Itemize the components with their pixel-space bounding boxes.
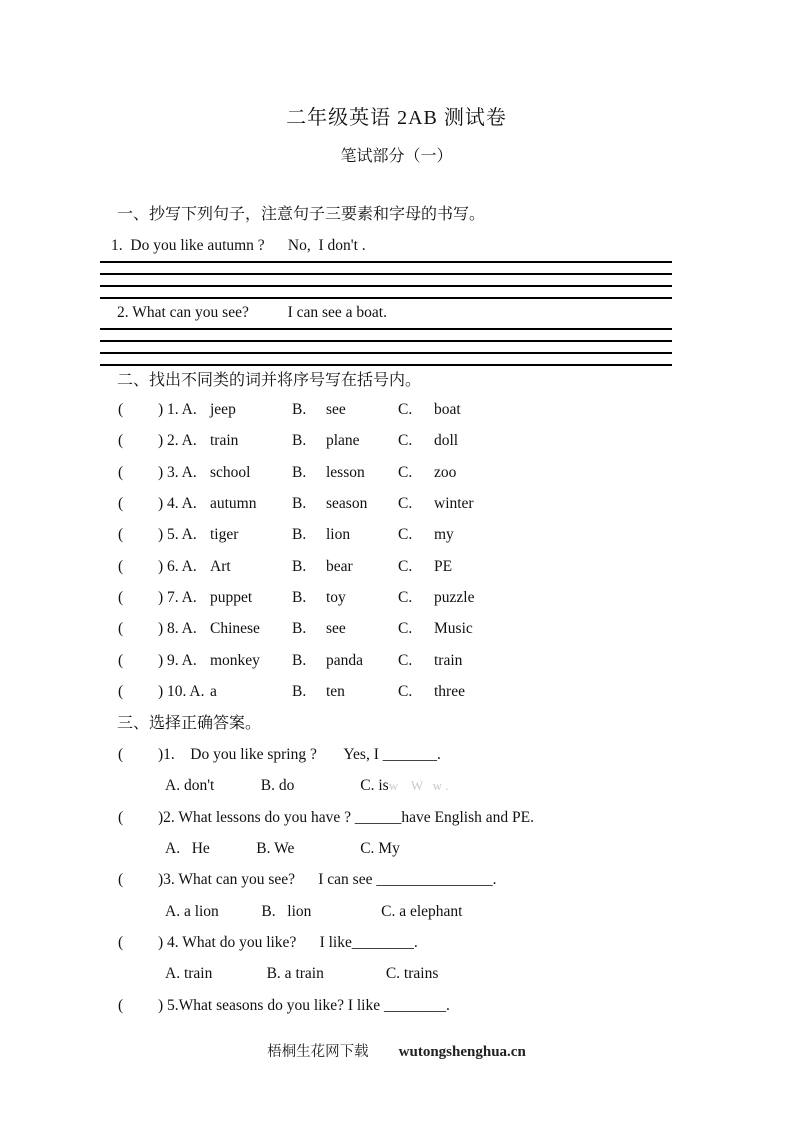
word-b: see — [326, 620, 346, 638]
multiple-choice-list — [118, 746, 534, 1028]
classify-words-row — [118, 652, 474, 683]
writing-line — [100, 261, 672, 263]
question-text: ) 5.What seasons do you like? I like ________. — [158, 996, 450, 1014]
answer-paren: ( — [118, 401, 124, 418]
item-prefix: ) 5. A. — [158, 526, 197, 544]
item-prefix: ) 4. A. — [158, 495, 197, 513]
section2-heading: 二、找出不同类的词并将序号写在括号内。 — [117, 372, 422, 389]
label-c: C. — [398, 495, 413, 513]
word-c: three — [434, 683, 465, 701]
options-text: A. don't B. do C. is — [165, 777, 389, 795]
classify-words-row — [118, 464, 474, 495]
answer-paren: ( — [118, 620, 124, 638]
classify-words-row — [118, 401, 474, 432]
word-a: Chinese — [210, 620, 260, 638]
word-c: puzzle — [434, 589, 475, 607]
classify-words-row — [118, 683, 474, 714]
question-line — [118, 746, 534, 777]
item-prefix: ) 3. A. — [158, 463, 197, 481]
label-c: C. — [398, 683, 413, 701]
word-c: doll — [434, 432, 459, 450]
answer-paren: ( — [118, 683, 124, 701]
word-b: lion — [326, 526, 351, 544]
question-text: )1. Do you like spring ? Yes, I _______. — [158, 746, 441, 763]
question-line — [118, 871, 534, 902]
word-b: bear — [326, 557, 353, 575]
label-b: B. — [292, 463, 307, 481]
options-text: A. train B. a train C. trains — [165, 965, 439, 983]
classify-words-row — [118, 589, 474, 620]
classify-words-row — [118, 526, 474, 557]
item-prefix: ) 6. A. — [158, 557, 197, 575]
writing-line — [100, 352, 672, 354]
options-line — [118, 777, 534, 808]
label-b: B. — [292, 432, 307, 450]
page-title: 二年级英语 2AB 测试卷 — [286, 107, 507, 129]
section1-heading: 一、抄写下列句子，注意句子三要素和字母的书写。 — [117, 206, 486, 223]
label-b: B. — [292, 495, 307, 513]
footer-site-name: 梧桐生花网下载 — [267, 1044, 369, 1060]
classify-words-row — [118, 558, 474, 589]
label-b: B. — [292, 651, 307, 669]
word-a: jeep — [210, 401, 236, 418]
answer-paren: ( — [118, 526, 124, 544]
word-a: school — [210, 463, 251, 481]
item-prefix: ) 7. A. — [158, 589, 197, 607]
copy-sentence-2: 2. What can you see? I can see a boat. — [117, 304, 387, 321]
answer-paren: ( — [118, 463, 124, 481]
answer-paren: ( — [118, 589, 124, 607]
classify-words-row — [118, 620, 474, 651]
classify-words-row — [118, 495, 474, 526]
question-line — [118, 997, 534, 1028]
question-line — [118, 934, 534, 965]
question-line — [118, 809, 534, 840]
word-b: season — [326, 495, 368, 513]
writing-line — [100, 364, 672, 366]
question-text: ) 4. What do you like? I like________. — [158, 934, 418, 952]
word-b: plane — [326, 432, 360, 450]
options-line — [118, 840, 534, 871]
word-c: zoo — [434, 463, 457, 481]
word-c: my — [434, 526, 454, 544]
answer-paren: ( — [118, 746, 124, 763]
footer-site-url: wutongshenghua.cn — [398, 1044, 526, 1060]
label-b: B. — [292, 589, 307, 607]
writing-line — [100, 340, 672, 342]
word-b: toy — [326, 589, 346, 607]
options-text: A. He B. We C. My — [165, 840, 400, 858]
word-b: panda — [326, 651, 364, 669]
writing-line — [100, 297, 672, 299]
label-b: B. — [292, 683, 307, 701]
classify-words-row — [118, 432, 474, 463]
page-footer — [0, 1040, 793, 1061]
item-prefix: ) 10. A. — [158, 683, 205, 701]
label-c: C. — [398, 463, 413, 481]
label-b: B. — [292, 526, 307, 544]
item-prefix: ) 2. A. — [158, 432, 197, 450]
word-c: boat — [434, 401, 461, 418]
options-text: A. a lion B. lion C. a elephant — [165, 902, 463, 920]
answer-paren: ( — [118, 871, 124, 889]
word-a: Art — [210, 557, 231, 575]
classify-words-list — [118, 401, 474, 714]
answer-paren: ( — [118, 934, 124, 952]
item-prefix: ) 9. A. — [158, 651, 197, 669]
word-b: ten — [326, 683, 345, 701]
options-line — [118, 903, 534, 934]
word-a: train — [210, 432, 239, 450]
word-c: PE — [434, 557, 453, 575]
label-c: C. — [398, 651, 413, 669]
answer-paren: ( — [118, 996, 124, 1014]
watermark-text: w W w . — [388, 778, 449, 794]
label-c: C. — [398, 620, 413, 638]
word-a: tiger — [210, 526, 239, 544]
answer-paren: ( — [118, 495, 124, 513]
section3-heading: 三、选择正确答案。 — [117, 715, 262, 732]
word-b: lesson — [326, 463, 365, 481]
label-b: B. — [292, 401, 307, 418]
question-text: )2. What lessons do you have ? ______have English and PE. — [158, 808, 534, 826]
answer-paren: ( — [118, 432, 124, 450]
word-c: train — [434, 651, 463, 669]
item-prefix: ) 1. A. — [158, 401, 197, 418]
label-c: C. — [398, 401, 413, 418]
answer-paren: ( — [118, 557, 124, 575]
question-text: )3. What can you see? I can see _______________. — [158, 871, 497, 889]
copy-sentence-1: 1. Do you like autumn ? No, I don't . — [111, 237, 366, 254]
answer-paren: ( — [118, 808, 124, 826]
writing-line — [100, 285, 672, 287]
writing-line — [100, 273, 672, 275]
label-b: B. — [292, 620, 307, 638]
label-c: C. — [398, 432, 413, 450]
word-a: autumn — [210, 495, 257, 513]
label-c: C. — [398, 526, 413, 544]
word-b: see — [326, 401, 346, 418]
item-prefix: ) 8. A. — [158, 620, 197, 638]
options-line — [118, 965, 534, 996]
label-c: C. — [398, 557, 413, 575]
answer-paren: ( — [118, 651, 124, 669]
label-b: B. — [292, 557, 307, 575]
word-c: winter — [434, 495, 474, 513]
word-a: puppet — [210, 589, 253, 607]
page-subtitle: 笔试部分（一） — [340, 148, 453, 165]
label-c: C. — [398, 589, 413, 607]
writing-line — [100, 328, 672, 330]
word-a: monkey — [210, 651, 260, 669]
word-c: Music — [434, 620, 473, 638]
word-a: a — [210, 683, 217, 701]
